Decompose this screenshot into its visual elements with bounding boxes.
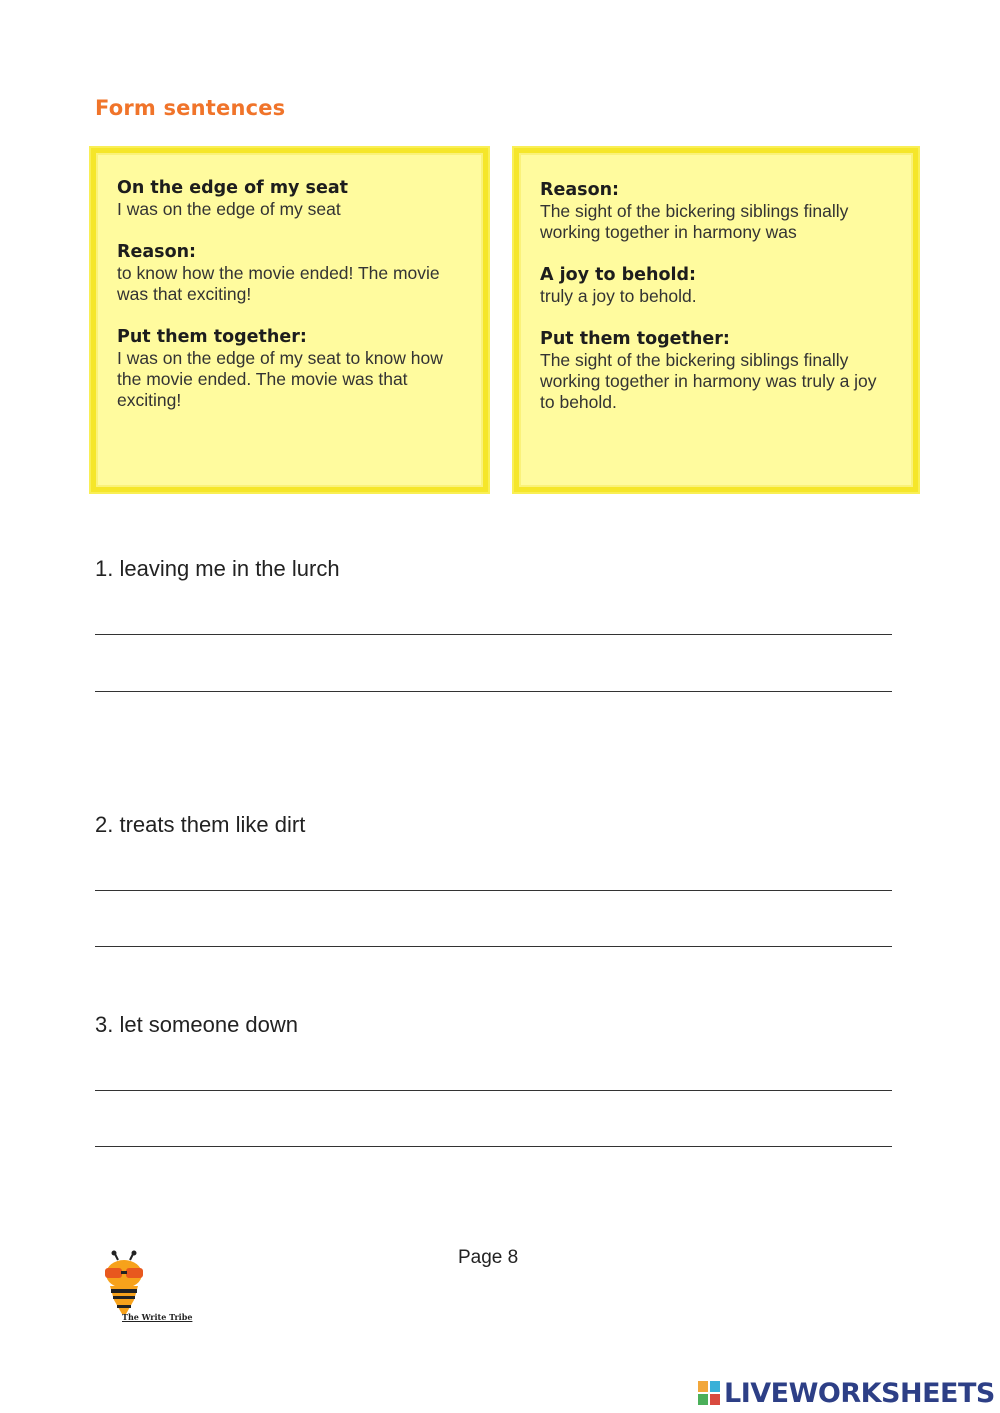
box-right-title-3: Put them together: xyxy=(540,329,730,349)
answer-line-3b[interactable] xyxy=(95,1146,892,1147)
liveworksheets-watermark xyxy=(698,1377,995,1409)
box-left-text-1: I was on the edge of my seat xyxy=(117,199,341,219)
box-left-title-1: On the edge of my seat xyxy=(117,178,349,198)
box-left-text-3: I was on the edge of my seat to know how the movie ended. The movie was that exciting! xyxy=(117,348,443,410)
write-tribe-logo xyxy=(100,1250,210,1330)
box-right-title-2: A joy to behold: xyxy=(540,265,697,285)
answer-line-1a[interactable] xyxy=(95,634,892,635)
box-left-title-3: Put them together: xyxy=(117,327,307,347)
answer-line-1b[interactable] xyxy=(95,691,892,692)
answer-line-3a[interactable] xyxy=(95,1090,892,1091)
question-1: 1. leaving me in the lurch xyxy=(95,556,340,581)
box-right-text-1: The sight of the bickering siblings finally working together in harmony was xyxy=(540,201,849,242)
logo-text: The Write Tribe xyxy=(122,1312,193,1322)
question-2: 2. treats them like dirt xyxy=(95,812,306,837)
box-right-text-3: The sight of the bickering siblings finally working together in harmony was truly a joy to behold. xyxy=(540,350,877,412)
box-left-text-2: to know how the movie ended! The movie was that exciting! xyxy=(117,263,440,304)
box-right-text-2: truly a joy to behold. xyxy=(540,286,697,306)
watermark-text: LIVEWORKSHEETS xyxy=(724,1377,995,1409)
question-3: 3. let someone down xyxy=(95,1012,299,1037)
page-title: Form sentences xyxy=(95,96,286,120)
answer-line-2b[interactable] xyxy=(95,946,892,947)
liveworksheets-logo-icon xyxy=(698,1381,720,1405)
box-left-title-2: Reason: xyxy=(117,242,197,262)
box-right-title-1: Reason: xyxy=(540,180,620,200)
answer-line-2a[interactable] xyxy=(95,890,892,891)
page-number: Page 8 xyxy=(458,1247,519,1268)
example-box-left xyxy=(91,148,488,492)
example-box-right xyxy=(514,148,918,492)
